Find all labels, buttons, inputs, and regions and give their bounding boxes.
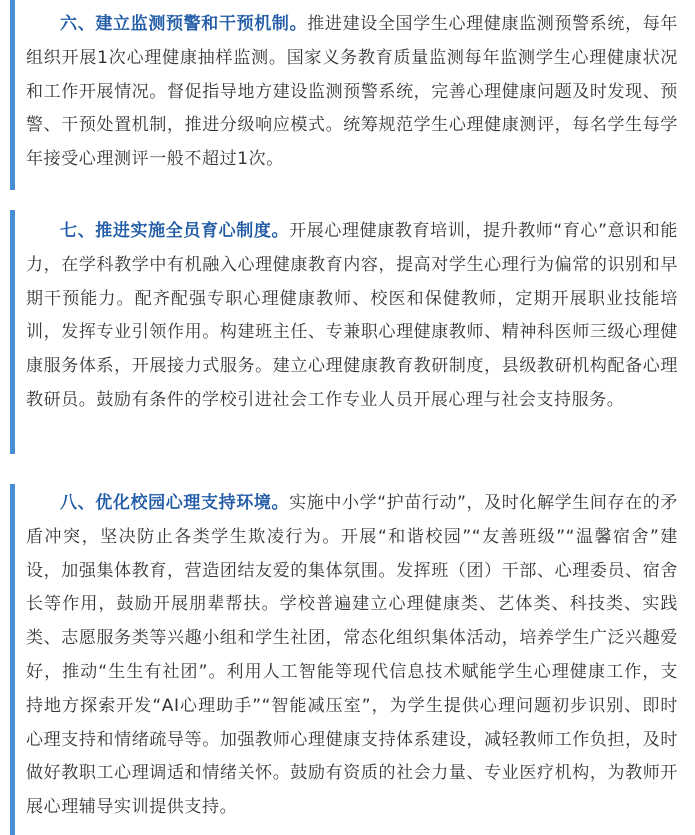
section-campus-support-environment (10, 484, 678, 835)
section-heading: 七、推进实施全员育心制度。 (60, 221, 290, 241)
section-paragraph (18, 210, 678, 418)
section-monitoring-warning (10, 0, 678, 190)
section-all-staff-mental-care (10, 210, 678, 454)
section-body-text: 实施中小学“护苗行动”，及时化解学生间存在的矛盾冲突，坚决防止各类学生欺凌行为。开展“和谐校园”“友善班级”“温馨宿舍”建设，加强集体教育，营造团结友爱的集体氛围。发挥班（团）干部、心理委员、宿舍长等作用，鼓励开展朋辈帮扶。学校普遍建立心理健康类、艺体类、科技类、实践类、志愿服务类等兴趣小组和学生社团，常态化组织集体活动，培养学生广泛兴趣爱好，推动“生生有社团”。利用人工智能等现代信息技术赋能学生心理健康工作，支持地方探索开发“AI心理助手”“智能减压室”，为学生提供心理问题初步识别、即时心理支持和情绪疏导等。加强教师心理健康支持体系建设，减轻教师工作负担，及时做好教职工心理调适和情绪关怀。鼓励有资质的社会力量、专业医疗机构，为教师开展心理辅导实训提供支持。 (26, 493, 678, 818)
section-paragraph (18, 0, 678, 177)
section-body-text: 开展心理健康教育培训，提升教师“育心”意识和能力，在学科教学中有机融入心理健康教育内容，提高对学生心理行为偏常的识别和早期干预能力。配齐配强专职心理健康教师、校医和保健教师，定期开展职业技能培训，发挥专业引领作用。构建班主任、专兼职心理健康教师、精神科医师三级心理健康服务体系，开展接力式服务。建立心理健康教育教研制度，县级教研机构配备心理教研员。鼓励有条件的学校引进社会工作专业人员开展心理与社会支持服务。 (26, 221, 678, 410)
section-heading: 六、建立监测预警和干预机制。 (60, 14, 308, 34)
section-paragraph (18, 484, 678, 825)
section-heading: 八、优化校园心理支持环境。 (60, 493, 290, 513)
section-body-text: 推进建设全国学生心理健康监测预警系统，每年组织开展1次心理健康抽样监测。国家义务教育质量监测每年监测学生心理健康状况和工作开展情况。督促指导地方建设监测预警系统，完善心理健康问题及时发现、预警、干预处置机制，推进分级响应模式。统筹规范学生心理健康测评，每名学生每学年接受心理测评一般不超过1次。 (26, 14, 678, 170)
